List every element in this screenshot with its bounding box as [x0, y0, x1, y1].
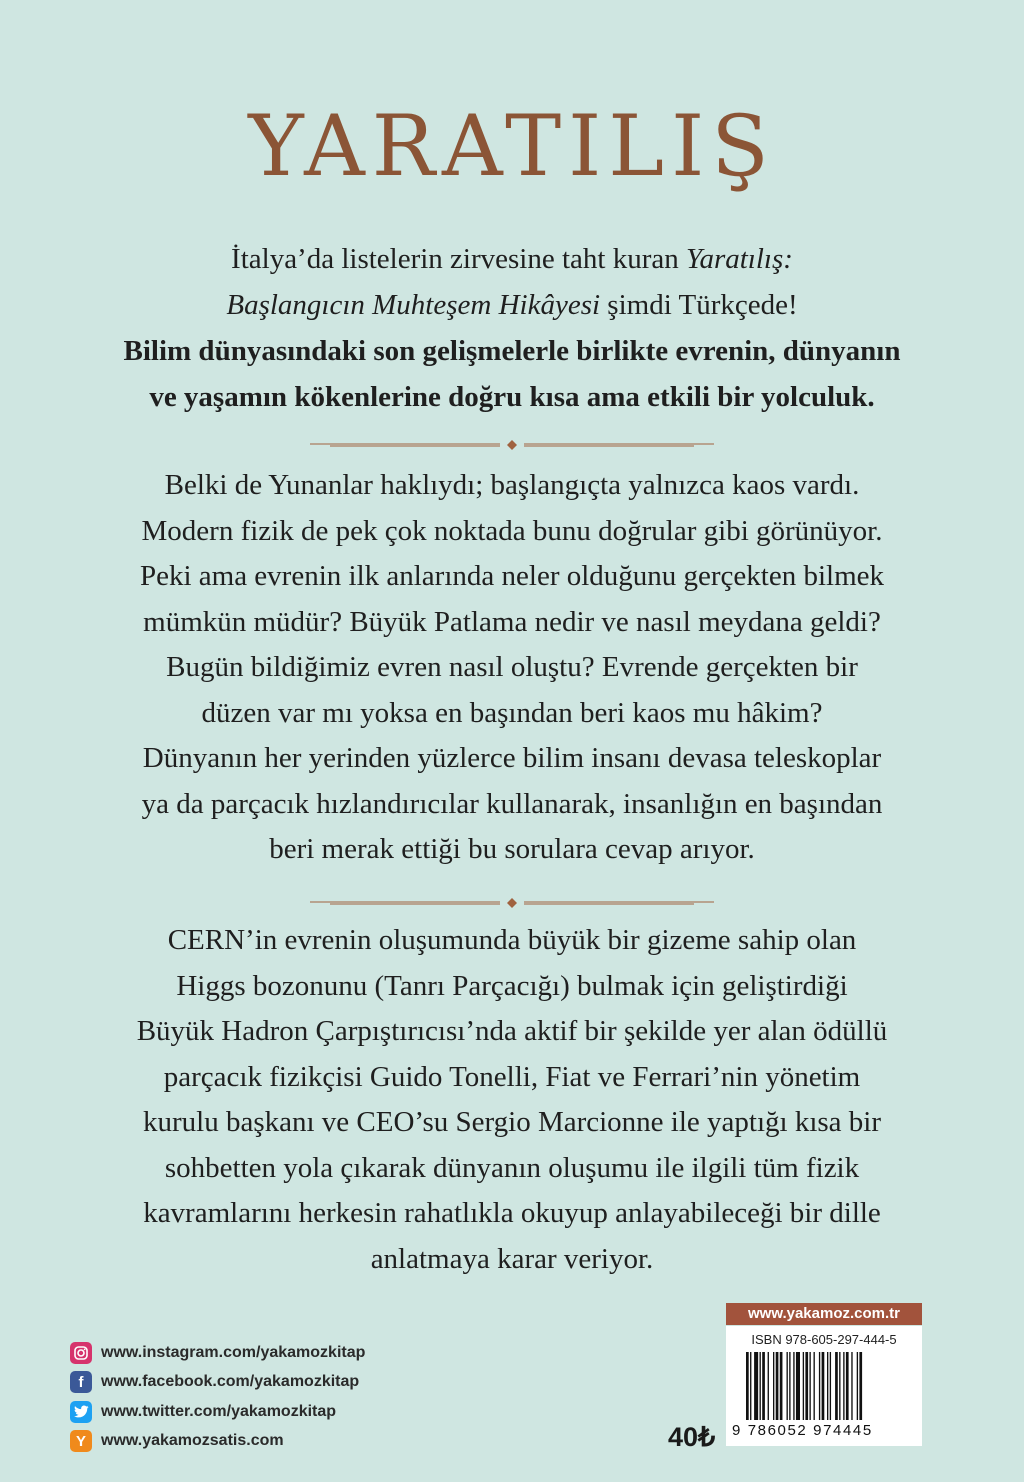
- ornamental-divider: [300, 898, 724, 908]
- paragraph-line: Higgs bozonunu (Tanrı Parçacığı) bulmak için geliştirdiği: [176, 969, 848, 1002]
- barcode-bar: [789, 1352, 790, 1420]
- barcode-bar: [805, 1352, 808, 1420]
- barcode-bar: [750, 1352, 751, 1420]
- barcode-number: 9 786052 974445: [732, 1422, 873, 1439]
- barcode-bars: [746, 1352, 906, 1422]
- barcode-bar: [780, 1352, 783, 1420]
- barcode-bar: [851, 1352, 852, 1420]
- social-link-instagram[interactable]: [70, 1338, 365, 1368]
- social-link-twitter[interactable]: [70, 1397, 365, 1427]
- paragraph-line: beri merak ettiği bu sorulara cevap arıyor.: [269, 833, 755, 865]
- social-links: [70, 1338, 365, 1456]
- barcode-bar: [814, 1352, 815, 1420]
- social-link-text: www.facebook.com/yakamozkitap: [101, 1373, 360, 1391]
- barcode-bar: [857, 1352, 858, 1420]
- barcode-bar: [773, 1352, 774, 1420]
- yakamoz-icon: Y: [70, 1430, 92, 1452]
- barcode-bar: [846, 1352, 849, 1420]
- paragraph-line: sohbetten yola çıkarak dünyanın oluşumu ile ilgili tüm fizik: [164, 1151, 860, 1184]
- instagram-icon: [70, 1342, 92, 1364]
- paragraph-line: Peki ama evrenin ilk anlarında neler olduğunu gerçekten bilmek: [139, 560, 885, 592]
- intro-text: şimdi Türkçede!: [600, 289, 798, 321]
- book-title: YARATILIŞ: [248, 97, 776, 195]
- twitter-icon: [70, 1401, 92, 1423]
- paragraph-line: Bugün bildiğimiz evren nasıl oluştu? Evrende gerçekten bir: [166, 651, 858, 683]
- social-link-text: www.instagram.com/yakamozkitap: [101, 1343, 366, 1361]
- paragraph-line: parçacık fizikçisi Guido Tonelli, Fiat ve Ferrari’nin yönetim: [163, 1060, 861, 1093]
- barcode-bar: [839, 1352, 840, 1420]
- barcode-bar: [796, 1352, 800, 1420]
- intro-italic-title: Yaratılış:: [686, 243, 793, 275]
- price-label: 40₺: [668, 1422, 716, 1452]
- paragraph-line: Modern fizik de pek çok noktada bunu doğrular gibi görünüyor.: [141, 514, 883, 547]
- description-paragraph-2: [80, 918, 944, 1282]
- intro-bold-line-2: ve yaşamın kökenlerine doğru kısa ama etkili bir yolculuk.: [149, 381, 875, 413]
- social-link-yakamoz[interactable]: [70, 1427, 365, 1457]
- barcode-bar: [754, 1352, 758, 1420]
- description-paragraph-1: [80, 463, 944, 873]
- barcode-bar: [843, 1352, 844, 1420]
- barcode-bar: [793, 1352, 794, 1420]
- barcode-bar: [776, 1352, 779, 1420]
- ornamental-divider: [300, 440, 724, 450]
- paragraph-line: CERN’in evrenin oluşumunda büyük bir gizeme sahip olan: [167, 924, 857, 956]
- paragraph-line: kavramlarını herkesin rahatlıkla okuyup anlayabileceği bir dille: [143, 1197, 881, 1229]
- intro-blurb: [80, 236, 944, 420]
- barcode-bar: [746, 1352, 749, 1420]
- barcode-bar: [803, 1352, 804, 1420]
- social-link-text: www.twitter.com/yakamozkitap: [101, 1402, 337, 1420]
- isbn-number: ISBN 978-605-297-444-5: [751, 1332, 897, 1347]
- barcode-bar: [768, 1352, 769, 1420]
- paragraph-line: düzen var mı yoksa en başından beri kaos mu hâkim?: [201, 696, 823, 729]
- barcode-bar: [827, 1352, 828, 1420]
- barcode-bar: [762, 1352, 765, 1420]
- intro-line-2: [80, 282, 944, 328]
- social-link-facebook[interactable]: [70, 1368, 365, 1398]
- paragraph-line: Dünyanın her yerinden yüzlerce bilim insanı devasa teleskoplar: [142, 742, 882, 774]
- barcode-bar: [830, 1352, 831, 1420]
- barcode-bar: [859, 1352, 862, 1420]
- paragraph-line: kurulu başkanı ve CEO’su Sergio Marcionne ile yaptığı kısa bir: [142, 1106, 882, 1138]
- intro-text: İtalya’da listelerin zirvesine taht kuran: [231, 243, 686, 275]
- publisher-website: www.yakamoz.com.tr: [726, 1303, 922, 1325]
- intro-line-1: [80, 236, 944, 282]
- intro-bold-line-1: Bilim dünyasındaki son gelişmelerle birlikte evrenin, dünyanın: [123, 335, 901, 367]
- social-link-text: www.yakamozsatis.com: [101, 1432, 284, 1450]
- barcode-panel: [726, 1326, 922, 1446]
- barcode-bar: [835, 1352, 838, 1420]
- facebook-icon: f: [70, 1371, 92, 1393]
- barcode-bar: [819, 1352, 820, 1420]
- paragraph-line: Belki de Yunanlar haklıydı; başlangıçta yalnızca kaos vardı.: [164, 469, 860, 501]
- barcode-bar: [787, 1352, 788, 1420]
- barcode-bar: [760, 1352, 761, 1420]
- paragraph-line: Büyük Hadron Çarpıştırıcısı’nda aktif bir şekilde yer alan ödüllü: [136, 1015, 888, 1047]
- barcode-bar: [809, 1352, 810, 1420]
- paragraph-line: mümkün müdür? Büyük Patlama nedir ve nasıl meydana geldi?: [143, 605, 881, 638]
- barcode-bar: [822, 1352, 825, 1420]
- intro-italic-subtitle: Başlangıcın Muhteşem Hikâyesi: [226, 289, 601, 321]
- paragraph-line: ya da parçacık hızlandırıcılar kullanarak, insanlığın en başından: [141, 787, 883, 820]
- paragraph-line: anlatmaya karar veriyor.: [370, 1242, 654, 1275]
